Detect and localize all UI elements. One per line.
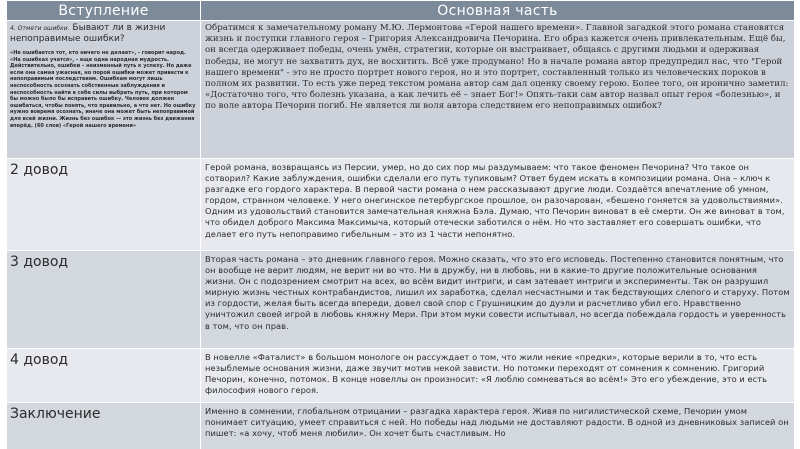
row-label: 4 довод — [10, 352, 69, 368]
main-text-argument-3: Вторая часть романа – это дневник главного героя. Можно сказать, что это его исповедь. Постепенно становится понятным, что он вообще не верит людям, не верит ни во что. Ни в дружбу, ни в любовь, ни в какие-то другие положительные основания жизни. Он с подозрением смотрит на всех, во всём видит интриги, и сам затевает интриги и эксперименты. Так он разрушил мирную жизнь честных контрабандистов, лишил их заработка, сделал несчастными и так бедствующих слепого и старуху. Потом из гордости, желая быть всегда впереди, довел свой спор с Грушницким до дуэли и расчетливо убил его. Нравственно уничтожил своей игрой в любовь княжну Мери. При этом муки совести испытывал, но всегда побеждала гордость и уверенность в том, что он прав. — [201, 251, 795, 349]
intro-question-prefix: 4. Отмети ошибки. — [10, 25, 70, 32]
intro-body-text: «Не ошибается тот, кто ничего не делает», - говорит народ. «На ошибках учатся», - еще одна народная мудрость. Действительно, ошибки – неизменный путь к успеху. Но даже если она самая ужасная, но порой ошибки может привести к непоправимым последствиям. Ошибкам могут лишь неспособность осознать собственные заблуждения и неспособность найти в себе силы выбрать путь, при котором бы можно было бы исправить ошибку. Человек должен ошибаться, чтобы понять, что правильно, а что нет. Но ошибку нужно вовремя осознать, иначе она может быть непоправимой для всей жизни. Жизнь без ошибок — это жизнь без движения вперёд. (60 слов) «Герой нашего времени» — [10, 50, 196, 129]
main-text-conclusion: Именно в сомнении, глобальном отрицании – разгадка характера героя. Живя по нигилистической схеме, Печорин умом понимает ситуацию, умеет справиться с ней. Но победы над людьми не доставляют радости. В одной из дневниковых записей он пишет: «а хочу, чтоб меня любили». Он хочет быть счастливым. Но — [201, 403, 795, 449]
main-text-argument-4: В новелле «Фаталист» в большом монологе он рассуждает о том, что жили некие «предки», которые верили в то, что есть незыблемые основания жизни, даже звучит мотив некой зависти. Но потомки переходят от сомнения к сомнению. Григорий Печорин, конечно, потомок. В конце новеллы он произносит: «Я люблю сомневаться во всём!» Это его убеждение, это и есть философия нового героя. — [201, 349, 795, 403]
label-cell-conclusion — [7, 403, 201, 449]
row-label: Заключение — [10, 406, 101, 422]
main-text-argument-2: Герой романа, возвращаясь из Персии, умер, но до сих пор мы раздумываем: что такое феномен Печорина? Что такое он сотворил? Какие заблуждения, ошибки сделали его путь тупиковым? Ответ будем искать в композиции романа. Она – ключ к разгадке его гордого характера. В первой части романа о нем рассказывают другие люди. Создаётся впечатление об умном, гордом, странном человеке. У него онегинское петербургское прошлое, он разочарован, «бешено гоняется за удовольствиями». Одним из удовольствий становится замечательная княжна Бэла. Думаю, что Печорин виноват в её смерти. Он же виноват в том, что обидел доброго Максима Максимыча, который отечески заботился о нём. Но что заставляет его совершать ошибки, что делает его путь непоправимо гибельным – это из 1 части непонятно. — [201, 159, 795, 251]
row-label: 3 довод — [10, 254, 69, 270]
row-label: 2 довод — [10, 162, 69, 178]
label-cell-argument-4 — [7, 349, 201, 403]
table-row-conclusion — [7, 403, 795, 449]
label-cell-argument-3 — [7, 251, 201, 349]
header-intro: Вступление — [7, 1, 201, 21]
table-row-argument-2 — [7, 159, 795, 251]
table-row-argument-3 — [7, 251, 795, 349]
intro-cell — [7, 21, 201, 159]
intro-question-text: Бывают ли в жизни непоправимые ошибки? — [10, 23, 166, 44]
header-main-part: Основная часть — [201, 1, 795, 21]
table-row-argument-4 — [7, 349, 795, 403]
label-cell-argument-2 — [7, 159, 201, 251]
essay-plan-table — [6, 0, 795, 449]
intro-question — [10, 23, 197, 45]
table-header-row — [7, 1, 795, 21]
table-row-intro — [7, 21, 795, 159]
main-text-intro: Обратимся к замечательному роману М.Ю. Лермонтова «Герой нашего времени». Главной загадкой этого романа становятся жизнь и поступки главного героя – Григория Александровича Печорина. Его образ кажется очень привлекательным. Ещё бы, он всегда одерживает победы, очень умён, стратегии, которые он выстраивает, общаясь с другими людьми и одерживая победы, не могут не захватить дух, не восхитить. Всё уже продумано! Но в начале романа автор предупредил нас, что "Герой нашего времени" - это не просто портрет нового героя, но и это портрет, составленный только из человеческих пороков в полном их развитии. То есть уже перед текстом романа автор сам дал оценку своему герою. Более того, он иронично заметил: «Достаточно того, что болезнь указана, а как лечить её – знает Бог!» Опять-таки сам автор назвал опыт героя «болезнью», и по воле автора Печорин погиб. Не является ли воля автора следствием его непоправимых ошибок? — [201, 21, 795, 159]
